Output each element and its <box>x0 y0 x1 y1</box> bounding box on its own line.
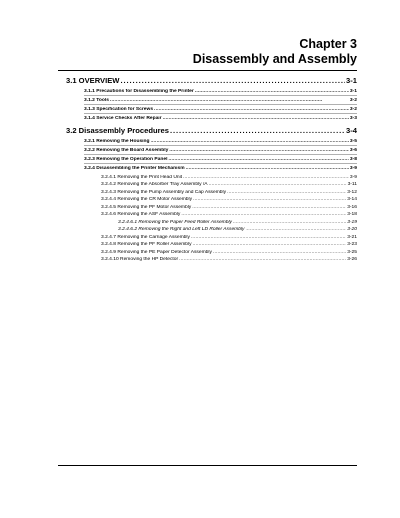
toc-entry-page: 3-6 <box>349 148 357 153</box>
toc-entry[interactable] <box>101 205 357 212</box>
toc-entry-label: 3.2.4.7 Removing the Carriage Assembly <box>101 234 190 240</box>
toc-leader-dots <box>209 182 347 187</box>
toc-entry[interactable] <box>101 182 357 189</box>
toc-leader-dots <box>163 116 349 121</box>
toc-entry-page: 3-3 <box>349 116 357 121</box>
toc-leader-dots <box>179 257 346 262</box>
toc-leader-dots <box>213 250 346 255</box>
toc-entry-label: 3.1.1 Precautions for Disassembling the Printer <box>84 89 194 94</box>
toc-entry[interactable] <box>66 126 357 136</box>
toc-separator <box>84 154 357 155</box>
toc-entry-label: 3.2.4.6.2 Removing the Right and Left LD Roller Assembly <box>118 227 245 232</box>
toc-entry-label: 3.1 OVERVIEW <box>66 76 120 85</box>
toc-leader-dots <box>246 227 347 232</box>
toc-leader-dots <box>120 76 345 85</box>
toc-entry-page: 3-18 <box>347 212 357 217</box>
toc-entry-page: 3-23 <box>347 242 357 247</box>
toc-leader-dots <box>191 235 346 240</box>
toc-separator <box>84 95 357 96</box>
toc-entry-page: 3-2 <box>349 98 357 103</box>
toc-entry-label: 3.2.1 Removing the Housing <box>84 139 150 144</box>
toc-entry[interactable] <box>101 212 357 219</box>
toc-entry-page: 3-12 <box>347 189 357 195</box>
toc-entry-page: 3-1 <box>346 76 357 85</box>
toc-entry-page: 3-8 <box>349 157 357 162</box>
toc-entry-label: 3.2.4.9 Removing the PE Paper Detector Assembly <box>101 249 212 255</box>
toc-entry-label: 3.2.4 Disassembling the Printer Mechanism <box>84 166 185 171</box>
toc-entry-label: 3.2.4.3 Removing the Pump Assembly and Cap Assembly <box>101 189 227 195</box>
toc-entry[interactable] <box>101 175 357 182</box>
toc-entry-page: 3-20 <box>347 227 357 232</box>
toc-leader-dots <box>110 98 349 103</box>
toc-entry[interactable] <box>101 257 357 264</box>
chapter-title: Disassembly and Assembly <box>192 52 357 66</box>
toc-entry-label: 3.2.4.2 Removing the Absorber Tray Assembly /A <box>101 182 208 187</box>
toc-entry-label: 3.2.4.8 Removing the PF Roller Assembly <box>101 242 192 247</box>
toc-leader-dots <box>193 242 347 247</box>
toc-entry-page: 3-4 <box>346 126 357 135</box>
toc-entry[interactable] <box>66 76 357 86</box>
toc-entry[interactable] <box>118 220 357 227</box>
toc-separator <box>84 163 357 164</box>
toc-leader-dots <box>192 205 346 210</box>
toc-entry-page: 3-1 <box>349 89 357 94</box>
toc-entry[interactable] <box>84 166 357 173</box>
toc-entry-label: 3.2.3 Removing the Operation Panel <box>84 157 168 162</box>
chapter-number: Chapter 3 <box>299 37 357 51</box>
toc-entry-page: 3-11 <box>347 182 357 187</box>
toc-leader-dots <box>168 157 348 162</box>
toc-leader-dots <box>233 220 346 225</box>
chapter-header <box>193 37 357 67</box>
toc-leader-dots <box>227 190 346 195</box>
toc-entry-label: 3.2.4.6 Removing the ASF Assembly <box>101 212 181 217</box>
toc-separator <box>84 113 357 114</box>
toc-leader-dots <box>183 175 349 180</box>
toc-entry[interactable] <box>101 235 357 242</box>
toc-separator <box>84 104 357 105</box>
toc-entry-label: 3.2.4.5 Removing the PF Motor Assembly <box>101 204 192 210</box>
toc-entry[interactable] <box>84 116 357 123</box>
toc-entry[interactable] <box>101 242 357 249</box>
header-rule <box>58 70 357 71</box>
toc-entry-label: 3.2 Disassembly Procedures <box>66 126 169 135</box>
toc-entry-page: 3-5 <box>349 139 357 144</box>
toc-leader-dots <box>169 148 349 153</box>
toc-entry[interactable] <box>101 190 357 197</box>
toc-entry-page: 3-26 <box>347 257 357 262</box>
toc-leader-dots <box>193 197 346 202</box>
toc-entry-page: 3-25 <box>347 249 357 255</box>
toc-entry-page: 3-9 <box>349 166 357 171</box>
toc-entry-label: 3.1.4 Service Checks After Repair <box>84 116 162 121</box>
toc-entry-label: 3.1.3 Specification for Screws <box>84 107 154 112</box>
toc-entry-page: 3-9 <box>349 174 357 180</box>
toc-entry[interactable] <box>118 227 357 234</box>
toc-leader-dots <box>181 212 346 217</box>
toc-entry-page: 3-19 <box>347 219 357 225</box>
toc-entry-label: 3.2.4.6.1 Removing the Paper Feed Roller Assembly <box>118 219 232 225</box>
toc-entry-label: 3.1.2 Tools <box>84 98 109 103</box>
toc-leader-dots <box>151 139 349 144</box>
toc-entry-label: 3.2.4.1 Removing the Print Head Unit <box>101 174 183 180</box>
toc-entry-label: 3.2.2 Removing the Board Assembly <box>84 148 169 153</box>
footer-rule <box>58 465 357 466</box>
toc-separator <box>84 145 357 146</box>
toc-leader-dots <box>154 107 349 112</box>
toc-leader-dots <box>195 89 349 94</box>
toc-entry[interactable] <box>101 197 357 204</box>
toc-entry-label: 3.2.4.4 Removing the CR Motor Assembly <box>101 197 193 202</box>
toc-entry-label: 3.2.4.10 Removing the HP Detector <box>101 257 179 262</box>
toc-entry[interactable] <box>101 250 357 257</box>
toc-leader-dots <box>186 166 349 171</box>
toc-leader-dots <box>170 126 345 135</box>
toc-entry-page: 3-14 <box>347 197 357 202</box>
toc-entry-page: 3-16 <box>347 204 357 210</box>
toc-entry-page: 3-2 <box>349 107 357 112</box>
toc-entry-page: 3-21 <box>347 234 357 240</box>
